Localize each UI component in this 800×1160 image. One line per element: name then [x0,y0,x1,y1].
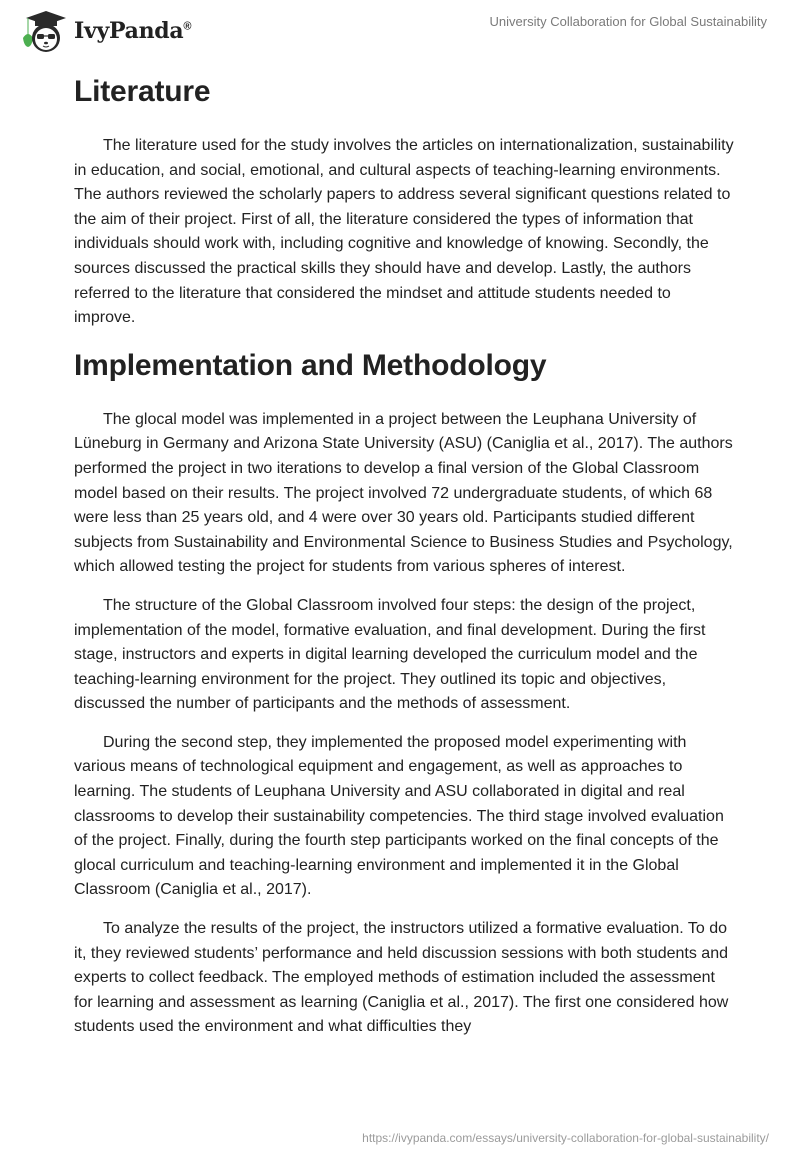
registered-mark: ® [183,20,192,33]
paragraph: To analyze the results of the project, the instructors utilized a formative evaluation. To do it, they reviewed students’ performance and held discussion sessions with both students and experts to collect feedback. The employed methods of estimation included the assessment for learning and assessment as learning (Caniglia et al., 2017). The first one considered how students used the environment and what difficulties they [74,920,729,1036]
paragraph: During the second step, they implemented the proposed model experimenting with various means of technological equipment and engagement, as well as approaches to learning. The students of Leuphana University and ASU collaborated in digital and real classrooms to develop their sustainability competencies. The third stage involved evaluation of the project. Finally, during the fourth step participants worked on the final concepts of the glocal curriculum and teaching-learning environment and implemented it in the Global Classroom (Caniglia et al., 2017). [74,733,724,899]
paragraph: The glocal model was implemented in a project between the Leuphana University of Lüneburg in Germany and Arizona State University (ASU) (Caniglia et al., 2017). The authors performed the project in two iterations to develop a final version of the Global Classroom model based on their results. The project involved 72 undergraduate students, of which 68 were less than 25 years old, and 4 were over 30 years old. Participants studied different subjects from Sustainability and Environmental Science to Business Studies and Psychology, which allowed testing the project for students from various spheres of interest. [74,410,733,576]
section-heading-implementation: Implementation and Methodology [74,348,547,382]
document-title: University Collaboration for Global Sustainability [489,14,767,29]
panda-graduate-icon [18,8,68,54]
source-url-link[interactable]: https://ivypanda.com/essays/university-collaboration-for-global-sustainability/ [362,1131,769,1145]
paragraph: The literature used for the study involves the articles on internationalization, sustainability in education, and social, emotional, and cultural aspects of teaching-learning environments. The authors reviewed the scholarly papers to address several significant questions related to the aim of their project. First of all, the literature considered the types of information that individuals should work with, including cognitive and knowledge of knowing. Secondly, the sources discussed the practical skills they should have and develop. Lastly, the authors referred to the literature that considered the mindset and attitude students needed to improve. [74,137,734,327]
essay-content [74,70,734,1040]
page-header [0,0,800,60]
brand-logo[interactable] [18,8,191,54]
section-heading-literature: Literature [74,75,211,108]
brand-name: IvyPanda® [74,18,192,44]
paragraph: The structure of the Global Classroom involved four steps: the design of the project, implementation of the model, formative evaluation, and final development. During the first stage, instructors and experts in digital learning developed the curriculum model and the teaching-learning environment for the project. They outlined its topic and objectives, discussed the number of participants and the methods of assessment. [74,596,706,713]
